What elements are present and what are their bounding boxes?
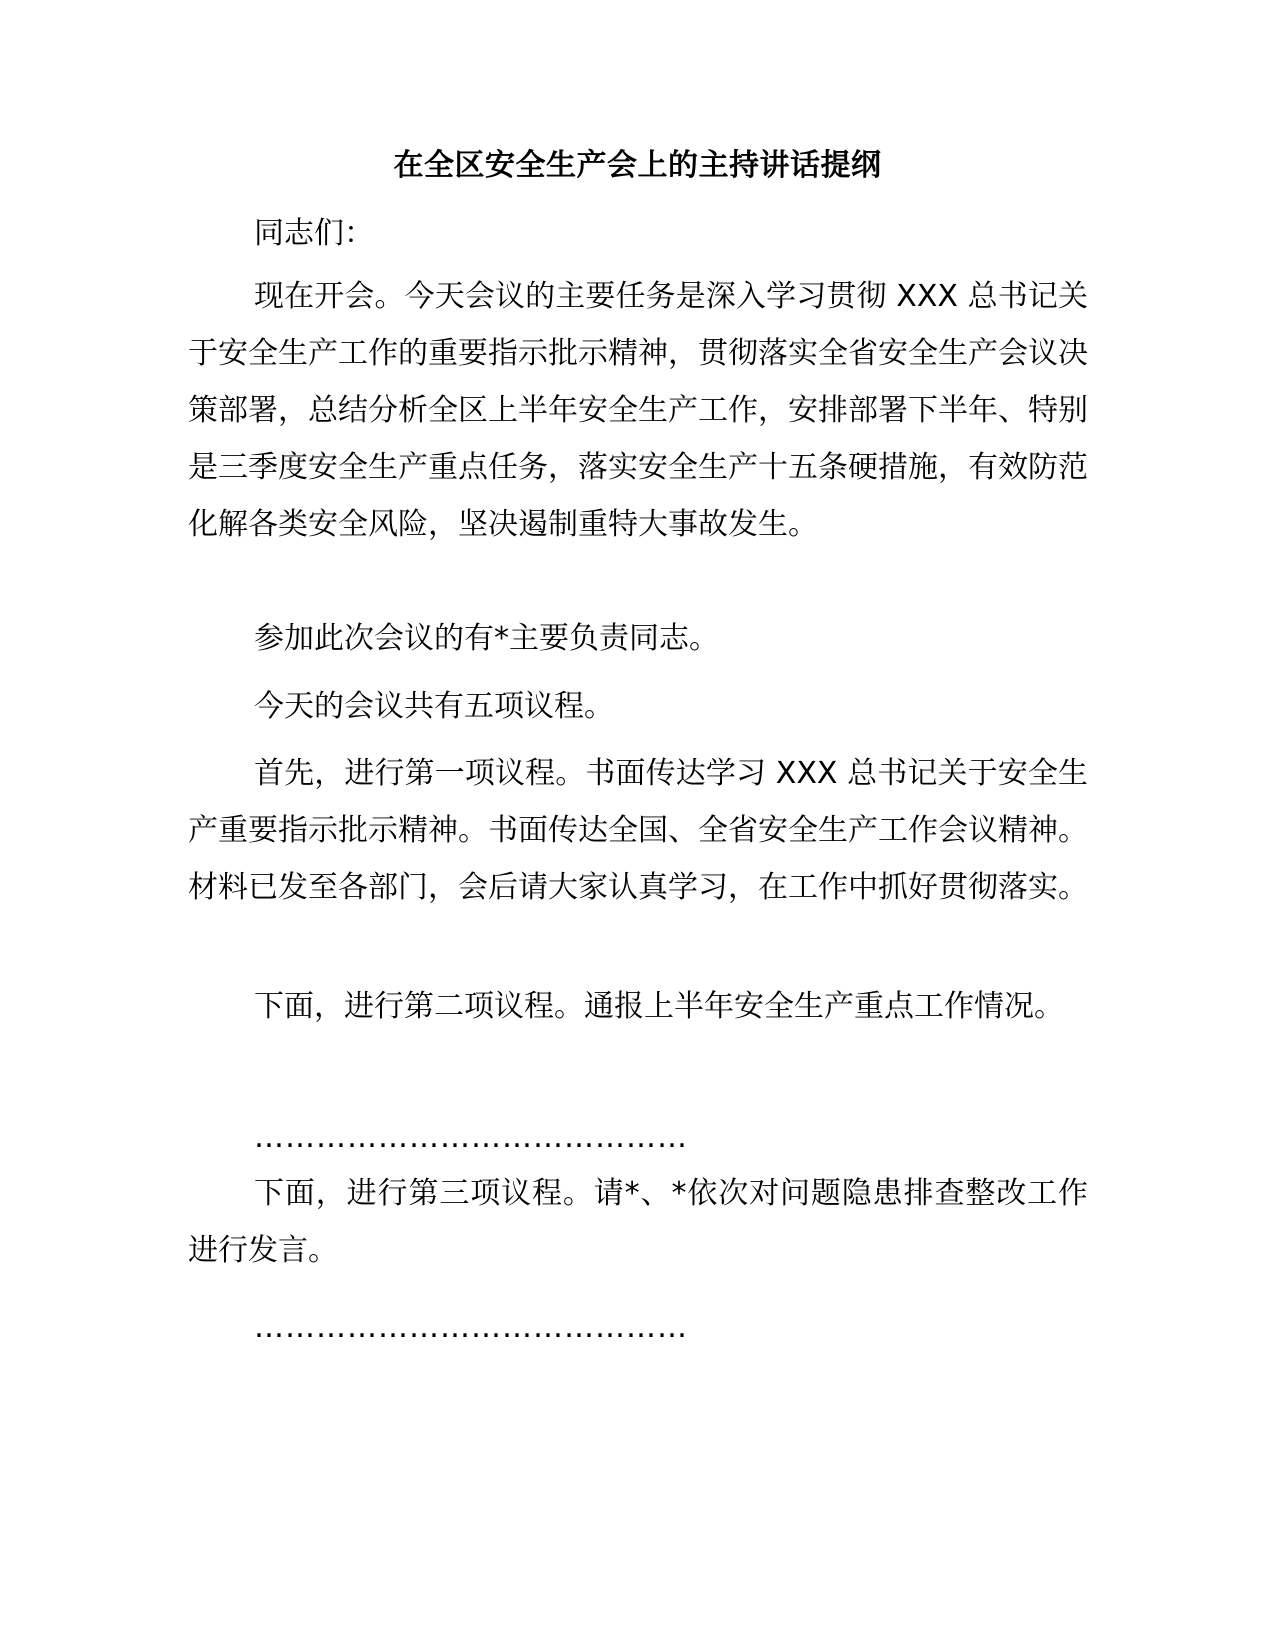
- paragraph-agenda-item-2: 下面，进行第二项议程。通报上半年安全生产重点工作情况。: [254, 989, 1064, 1024]
- paragraph-attendees: 参加此次会议的有*主要负责同志。: [254, 621, 719, 656]
- paragraph-agenda-item-1: 首先，进行第一项议程。书面传达学习 XXX 总书记关于安全生产重要指示批示精神。书面传达全国、全省安全生产工作会议精神。材料已发至各部门，会后请大家认真学习，在工作中抓好贯彻落实。: [188, 756, 1088, 905]
- salutation: 同志们：: [254, 216, 374, 251]
- document-title: 在全区安全生产会上的主持讲话提纲: [393, 148, 882, 183]
- paragraph-opening: 现在开会。今天会议的主要任务是深入学习贯彻 XXX 总书记关于安全生产工作的重要指示批示精神，贯彻落实全省安全生产会议决策部署，总结分析全区上半年安全生产工作，安排部署下半年、特别是三季度安全生产重点任务，落实安全生产十五条硬措施，有效防范化解各类安全风险，坚决遏制重特大事故发生。: [188, 279, 1088, 542]
- ellipsis-separator-1: ……………………………………: [254, 1120, 688, 1155]
- paragraph-agenda-item-3: 下面，进行第三项议程。请*、*依次对问题隐患排查整改工作进行发言。: [188, 1176, 1088, 1268]
- paragraph-agenda-count: 今天的会议共有五项议程。: [254, 689, 614, 724]
- ellipsis-separator-2: ……………………………………: [254, 1310, 688, 1345]
